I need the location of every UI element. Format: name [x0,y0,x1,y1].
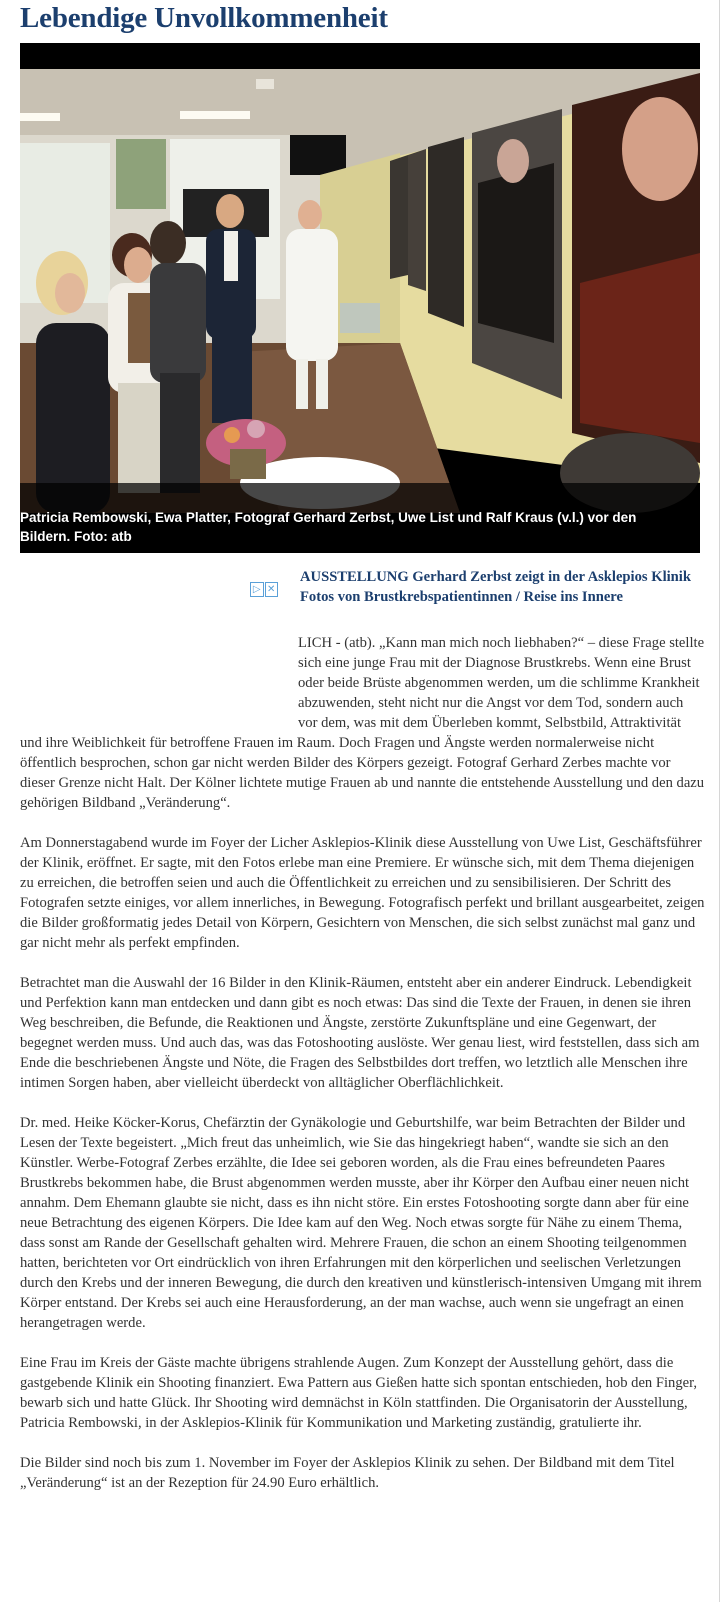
adchoices-close-glyph: ✕ [265,582,279,597]
exhibition-photo-illustration [20,43,700,553]
article-photo[interactable] [20,43,700,553]
headline: Lebendige Unvollkommenheit [20,2,388,34]
paragraph: Die Bilder sind noch bis zum 1. November im Foyer der Asklepios Klinik zu sehen. Der Bildband mit dem Titel „Veränderung“ ist an der Rezeption für 24.90 Euro erhältlich. [20,1455,675,1491]
paragraph: Eine Frau im Kreis der Gäste machte übrigens strahlende Augen. Zum Konzept der Ausstellung gehört, dass die gastgebende Klinik ein Shooting finanziert. Ewa Pattern aus Gießen hatte sich spontan entschieden, hob den Finger, bewarb sich und hatte Glück. Ihr Shooting wird demnächst in Köln stattfinden. Die Organisatorin der Ausstellung, Patricia Rembowski, in der Asklepios-Klinik für Kommunikation und Marketing zuständig, gratulierte ihr. [20,1355,698,1431]
photo-caption: Patricia Rembowski, Ewa Platter, Fotograf Gerhard Zerbst, Uwe List und Ralf Kraus (v.l.) vor den Bildern. Foto: atb [20,510,637,544]
paragraph: LICH - (atb). „Kann man mich noch liebhaben?“ – diese Frage stellte sich eine junge Frau mit der Diagnose Brustkrebs. Wenn eine Brust oder beide Brüste abgenommen werden, um die schlimme Krankheit abzuwenden, steht nicht nur die Angst vor dem Tod, sondern auch vor dem, was mit dem Überleben kommt, Selbstbild, Attraktivität und ihre Weiblichkeit für betroffene Frauen im Raum. Doch Fragen und Ängste werden normalerweise nicht öffentlich besprochen, schon gar nicht werden Bilder des Körpers gezeigt. Fotograf Gerhard Zerbes machte vor dieser Grenze nicht Halt. Der Kölner lichtete mutige Frauen ab und nannte die entstehende Ausstellung und den dazu gehörigen Bildband „Veränderung“. [20,635,705,811]
adchoices-play-glyph: ▷ [250,582,264,597]
paragraph: Dr. med. Heike Köcker-Korus, Chefärztin der Gynäkologie und Geburtshilfe, war beim Betrachten der Bilder und Lesen der Texte begeistert. „Mich freut das unheimlich, wie Sie das hingekriegt haben“, wandte sie sich an den Künstler. Werbe-Fotograf Zerbes erzählte, die Idee sei geboren worden, als die Frau eines befreundeten Paares Brustkrebs bekommen habe, die Brust abgenommen werden musste, aber ihr Körper den Aufbau einer neuen nicht annahm. Dem Ehemann glaubte sie nicht, dass es ihn nicht störe. Ein erstes Fotoshooting sorgte dann aber für eine neue Betrachtung des eigenen Körpers. Die Idee kam auf den Weg. Noch etwas sorgte für Nähe zu einem Thema, dass sonst am Rande der Gesellschaft gehalten wird. Mehrere Frauen, die schon an einem Shooting teilgenommen hatten, berichteten vor Ort eindrücklich von ihren Erfahrungen mit den körperlichen und seelischen Verletzungen durch den Krebs und der inneren Bewegung, die durch den kreativen und künstlerisch-intensiven Umgang mit ihrem Körper entstand. Der Krebs sei auch eine Herausforderung, an der man wachse, auch wenn sie ungefragt an einen herangetragen werde. [20,1115,702,1331]
ad-float-space [20,633,298,733]
paragraph: Betrachtet man die Auswahl der 16 Bilder in den Klinik-Räumen, entsteht aber ein anderer Eindruck. Lebendigkeit und Perfektion kann man entdecken und dann gibt es noch etwas: Das sind die Texte der Frauen, in denen sie ihren Weg beschreiben, die Befunde, die Reaktionen und Ängste, zerstörte Zukunftspläne und eine Gegenwart, der begegnet werden muss. Und auch das, was das Fotoshooting auslöste. Wer genau liest, wird feststellen, dass sich am Ende die beschriebenen Ängste und Nöte, die Fragen des Selbstbildes dort treffen, wo letztlich alle Menschen ihre intimen Sorgen haben, aber vielleicht überdeckt von alltäglicher Oberflächlichkeit. [20,975,700,1091]
article-body [20,633,705,1513]
paragraph: Am Donnerstagabend wurde im Foyer der Licher Asklepios-Klinik diese Ausstellung von Uwe List, Geschäftsführer der Klinik, eröffnet. Er sagte, mit den Fotos erlebe man eine Premiere. Er wünsche sich, mit dem Thema diejenigen zu erreichen, die betroffen seien und auch die Öffentlichkeit zu erreichen und zu sensibilisieren. Der Schritt des Fotografen setzte einiges, vor allem innerliches, in Bewegung. Fotografisch perfekt und brillant ausgearbeitet, zeigen die Bilder großformatig jedes Detail von Körpern, Gesichtern von Menschen, die sich selbst zunächst mal ganz und gar nicht mehr als perfekt empfinden. [20,835,705,951]
article-subhead: AUSSTELLUNG Gerhard Zerbst zeigt in der Asklepios Klinik Fotos von Brustkrebspatientinnen / Reise ins Innere [300,569,691,605]
adchoices-icon[interactable] [250,582,278,597]
